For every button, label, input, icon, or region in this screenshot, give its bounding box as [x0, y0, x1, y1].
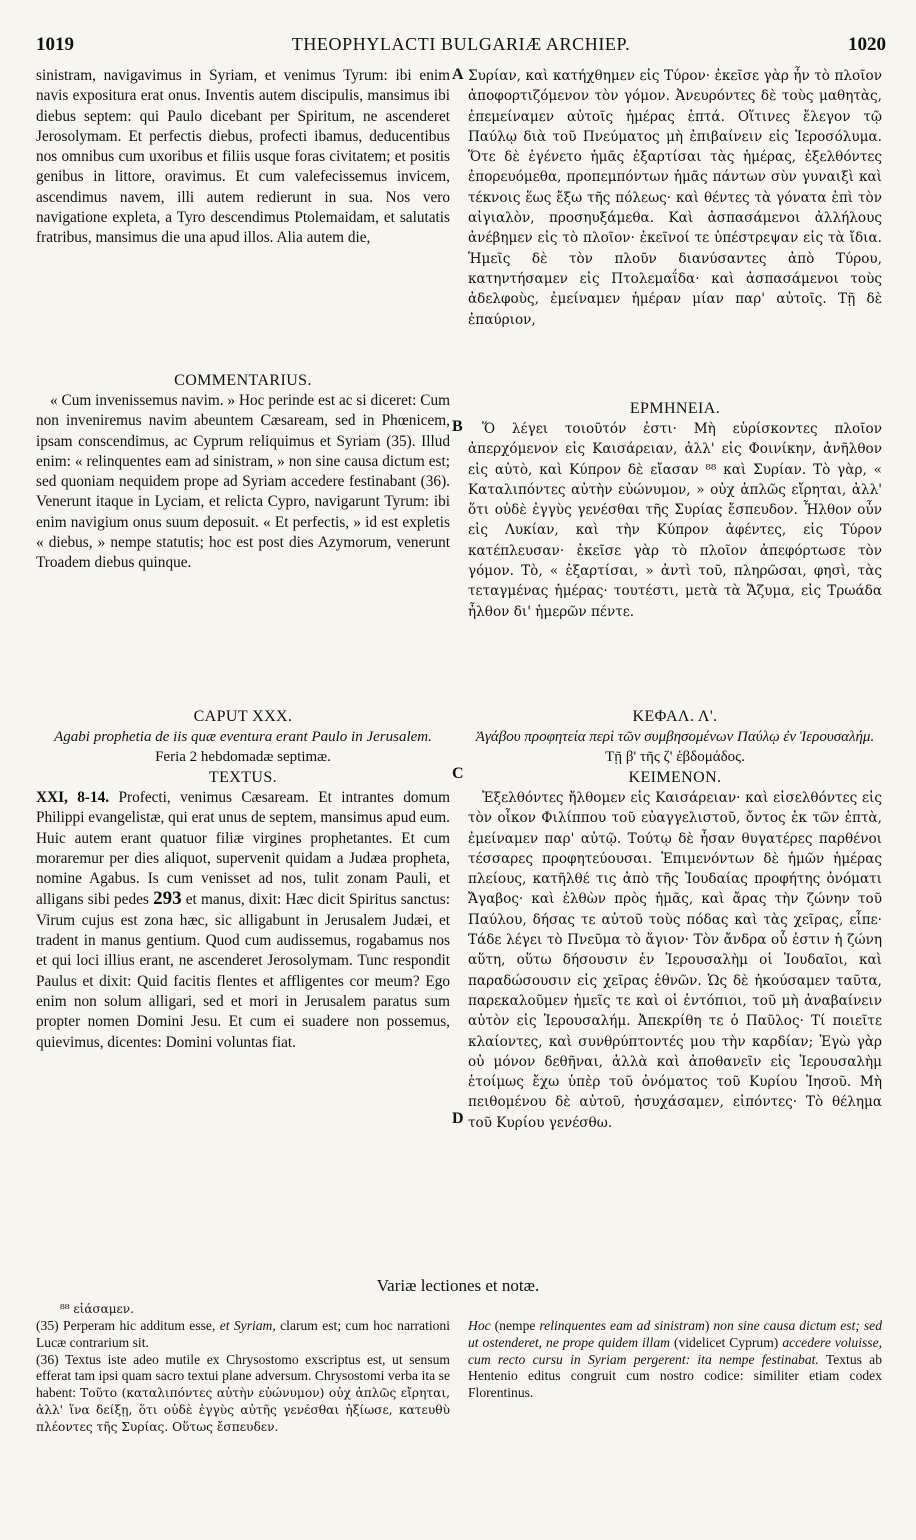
greek-textus-paragraph: Ἐξελθόντες ἤλθομεν εἰς Καισάρειαν· καὶ εἰσελθόντες εἰς τὸν οἶκον Φιλίππου τοῦ εὐαγγελιστοῦ, ὄντος ἐκ τῶν ἑπτὰ, ἐμείναμεν παρ' αὐτῷ. Τούτῳ δὲ ἦσαν θυγατέρες παρθένοι τέσσαρες προφητεύουσαι. Ἐπιμενόντων δὲ ἡμῶν ἡμέρας πλείους, κατῆλθέ τις ἀπὸ τῆς Ἰουδαίας προφήτης ὀνόματι Ἄγαβος· καὶ ἐλθὼν πρὸς ἡμᾶς, καὶ ἄρας τὴν ζώνην τοῦ Παύλου, δήσας τε αὐτοῦ τοὺς πόδας καὶ τὰς χεῖρας, εἶπε· Τάδε λέγει τὸ Πνεῦμα τὸ ἅγιον· Τὸν ἄνδρα οὗ ἐστιν ἡ ζώνη αὕτη, οὕτω δήσουσιν ἐν Ἱερουσαλὴμ οἱ Ἰουδαῖοι, καὶ παραδώσουσιν εἰς χεῖρας ἐθνῶν. Ὡς δὲ ἠκούσαμεν ταῦτα, παρεκαλοῦμεν ἡμεῖς τε καὶ οἱ ἐντόπιοι, τοῦ μὴ ἀναβαίνειν αὐτὸν εἰς Ἱερουσαλήμ. Ἀπεκρίθη τε ὁ Παῦλος· Τί ποιεῖτε κλαίοντες, καὶ συνθρύπτοντές μου τὴν καρδίαν; Ἐγὼ γὰρ οὐ μόνον δεθῆναι, ἀλλὰ καὶ ἀποθανεῖν εἰς Ἱερουσαλὴμ ἑτοίμως ἔχω ὑπὲρ τοῦ ὀνόματος τοῦ Κυρίου Ἰησοῦ. Μὴ πειθομένου δὲ αὐτοῦ, ἡσυχάσαμεν, εἰπόντες· Τὸ θέλημα τοῦ Κυρίου γενέσθω. — [468, 790, 882, 1131]
margin-letter-d: D — [452, 1110, 464, 1127]
scripture-reference: XXI, 8-14. — [36, 789, 110, 806]
greek-feria: Τῇ β' τῆς ζ' ἑβδομάδος. — [605, 749, 745, 765]
page-number-right: 1020 — [848, 34, 886, 55]
greek-paragraph: Συρίαν, καὶ κατήχθημεν εἰς Τύρον· ἐκεῖσε γὰρ ἦν τὸ πλοῖον ἀποφορτιζόμενον τὸν γόμον. Ἀνευρόντες δὲ τοὺς μαθητὰς, ἐπεμείναμεν αὐτοῖς ἡμέρας ἑπτά. Οἵτινες ἔλεγον τῷ Παύλῳ διὰ τοῦ Πνεύματος μὴ ἐπιβαίνειν εἰς Ἱεροσόλυμα. Ὅτε δὲ ἐγένετο ἡμᾶς ἐξαρτίσαι τὰς ἡμέρας, ἐξελθόντες ἐπορευόμεθα, προπεμπόντων ἡμᾶς πάντων σὺν γυναιξὶ καὶ τέκνοις ἕως ἔξω τῆς πόλεως· καὶ θέντες τὰ γόνατα ἐπὶ τὸν αἰγιαλὸν, προσηυξάμεθα. Καὶ ἀσπασάμενοι ἀλλήλους ἀνέβημεν εἰς τὸ πλοῖον· ἐκεῖνοί τε ὑπέστρεψαν εἰς τὰ ἴδια. Ἡμεῖς δὲ τὸν πλοῦν διανύσαντες ἀπὸ Τύρου, κατηντήσαμεν εἰς Πτολεμαΐδα· καὶ ἀσπασάμενοι τοὺς ἀδελφοὺς, ἐμείναμεν ἡμέραν μίαν παρ' αὐτοῖς. Τῇ δὲ ἐπαύριον, — [468, 68, 882, 328]
latin-textus-heading: TEXTUS. — [208, 769, 278, 786]
running-title: THEOPHYLACTI BULGARIÆ ARCHIEP. — [291, 34, 631, 54]
latin-text-top — [36, 66, 450, 350]
latin-chapter — [36, 706, 450, 1274]
greek-commentary — [468, 398, 882, 688]
latin-feria: Feria 2 hebdomadæ septimæ. — [155, 749, 331, 765]
greek-chapter-title: Ἀγάβου προφητεία περὶ τῶν συμβησομένων Παύλῳ ἐν Ἱερουσαλήμ. — [475, 729, 875, 745]
margin-letter-b: B — [452, 418, 463, 435]
commentary-heading: COMMENTARIUS. — [174, 372, 312, 389]
latin-textus-paragraph: XXI, 8-14. Profecti, venimus Cæsaream. Et intrantes domum Philippi evangelistæ, qui erat unus de septem, mansimus apud eum. Huic autem erant quatuor filiæ virgines prophetantes. Et cum moraremur per dies aliquot, supervenit quidam a Judæa propheta, nomine Agabus. Is cum venisset ad nos, tulit zonam Pauli, et alligans sibi pedes 293 et manus, dixit: Hæc dicit Spiritus sanctus: Virum cujus est zona hæc, sic alligabunt in Jerusalem Judæi, et tradent in manus gentium. Quod cum audissemus, rogabamus nos et qui loci illius erant, ne ascenderet Jerosolymam. Tunc respondit Paulus et dixit: Quid facitis flentes et affligentes cor meum? Ego enim non solum alligari, sed et mori in Jerusalem paratus sum propter nomen Domini Jesu. Et cum ei suadere non possemus, quievimus, dicentes: Domini voluntas fiat. — [36, 789, 450, 1051]
greek-chapter — [468, 706, 882, 1274]
greek-text-top — [468, 66, 882, 394]
margin-letter-a: A — [452, 66, 464, 83]
greek-chapter-number: ΚΕΦΑΛ. Λ'. — [632, 708, 718, 725]
hermeneia-paragraph: Ὅ λέγει τοιοῦτόν ἐστι· Μὴ εὑρίσκοντες πλοῖον ἀπερχόμενον εἰς Καισάρειαν, ἀλλ' εἰς Φοινίκην, ἀνῆλθον εἰς αὐτὸ, καὶ Κύπρον δὲ εἴασαν ⁸⁸ καὶ Συρίαν. Τὸ γὰρ, « Καταλιπόντες αὐτὴν εὐώνυμον, » οὐχ ἁπλῶς εἴρηται, ἀλλ' ὅτι οὐδὲ ἐγγὺς γενέσθαι τῆς Συρίας ἔσπευδον. Ἦλθον οὖν εἰς Λυκίαν, καὶ τὴν Κύπρον ἀφέντες, εἰς Τύρον κατέπλευσαν· ἐκεῖσε γὰρ τὸ πλοῖον ἀπεφόρτωσε τὸν γόμον. Τὸ, « ἐξαρτίσαι, » ἀντὶ τοῦ, πληρῶσαι, φησὶ, τὰς τεταγμένας ἡμέρας· τουτέστι, μετὰ τὰ Ἄζυμα, εἰς Τρωάδα ἦλθον δι' ἡμερῶν πέντε. — [468, 421, 882, 620]
notes-heading: Variæ lectiones et notæ. — [376, 1276, 540, 1295]
commentary-paragraph: « Cum invenissemus navim. » Hoc perinde est ac si diceret: Cum non inveniremus navim abeuntem Cæsaream, sed in Phœnicem, ipsam conscendimus, ac Cyprum reliquimus et Syriam (35). Illud enim: « relinquentes eam ad sinistram, » non sine causa dictum est; sed quoniam nequidem prope ad Syriam accedere festinabant (36). Venerunt itaque in Lyciam, et relicta Cypro, navigarunt Tyrum: ibi enim navigium onus suum deposuit. « Et perfectis, » id est expletis « diebus, » nempe statutis; hoc est post dies Azymorum, venerunt Troadem diebus quinque. — [36, 392, 450, 572]
latin-chapter-title: Agabi prophetia de iis quæ eventura erant Paulo in Jerusalem. — [54, 729, 432, 745]
notes-right — [468, 1318, 882, 1534]
greek-textus-heading: ΚΕΙΜΕΝΟΝ. — [628, 769, 722, 786]
note-36-continued: Hoc (nempe relinquentes eam ad sinistram) non sine causa dictum est; sed ut ostenderet, ne prope quidem illam (videlicet Cyprum) accedere voluisse, cum recto cursu in Syriam pergerent: ita nempe festinabat. Textus ab Hentenio editus congruit cum nostro codice: similiter etiam codex Florentinus. — [468, 1318, 882, 1401]
column-number: 293 — [153, 888, 182, 910]
latin-paragraph: sinistram, navigavimus in Syriam, et venimus Tyrum: ibi enim navis expositura erat onus. Inventis autem discipulis, mansimus ibi diebus septem: qui Paulo dicebant per Spiritum, ne ascenderet Jerosolymam. Et perfectis diebus, profecti ibamus, deducentibus nos omnibus cum uxoribus et filiis usque foras civitatem; et positis genibus in littore, oravimus. Et cum valefecissemus invicem, ascendimus navem, illi autem redierunt in sua. Nos vero navigatione expleta, a Tyro descendimus Ptolemaidam, et salutatis fratribus, mansimus die una apud illos. Alia autem die, — [36, 67, 450, 247]
latin-chapter-number: CAPUT XXX. — [193, 708, 293, 725]
margin-letter-c: C — [452, 765, 464, 782]
note-35: (35) Perperam hic additum esse, et Syriam, clarum est; cum hoc narrationi Lucæ contrarium sit. — [36, 1318, 450, 1350]
running-header — [36, 34, 886, 62]
note-36: (36) Textus iste adeo mutile ex Chrysostomo exscriptus est, ut sensum efferat tam ipsi quam sacro textui plane adversum. Chrysostomi verba ita se habent: Τοῦτο (καταλιπόντες αὐτὴν εὐώνυμον) οὐχ ἁπλῶς εἴρηται, ἀλλ' ἵνα δείξῃ, ὅτι οὐδὲ ἐγγὺς αὐτῆς γενέσθαι ἠξίωσε, κατευθὺ πλέοντες τῆς Συρίας. Οὕτως ἔσπευδεν. — [36, 1351, 450, 1434]
page-number-left: 1019 — [36, 34, 74, 55]
hermeneia-heading: ΕΡΜΗΝΕΙΑ. — [629, 400, 721, 417]
greek-footnote: ⁸⁸ εἰάσαμεν. — [60, 1302, 134, 1316]
latin-commentary — [36, 370, 450, 700]
notes-left — [36, 1318, 450, 1534]
